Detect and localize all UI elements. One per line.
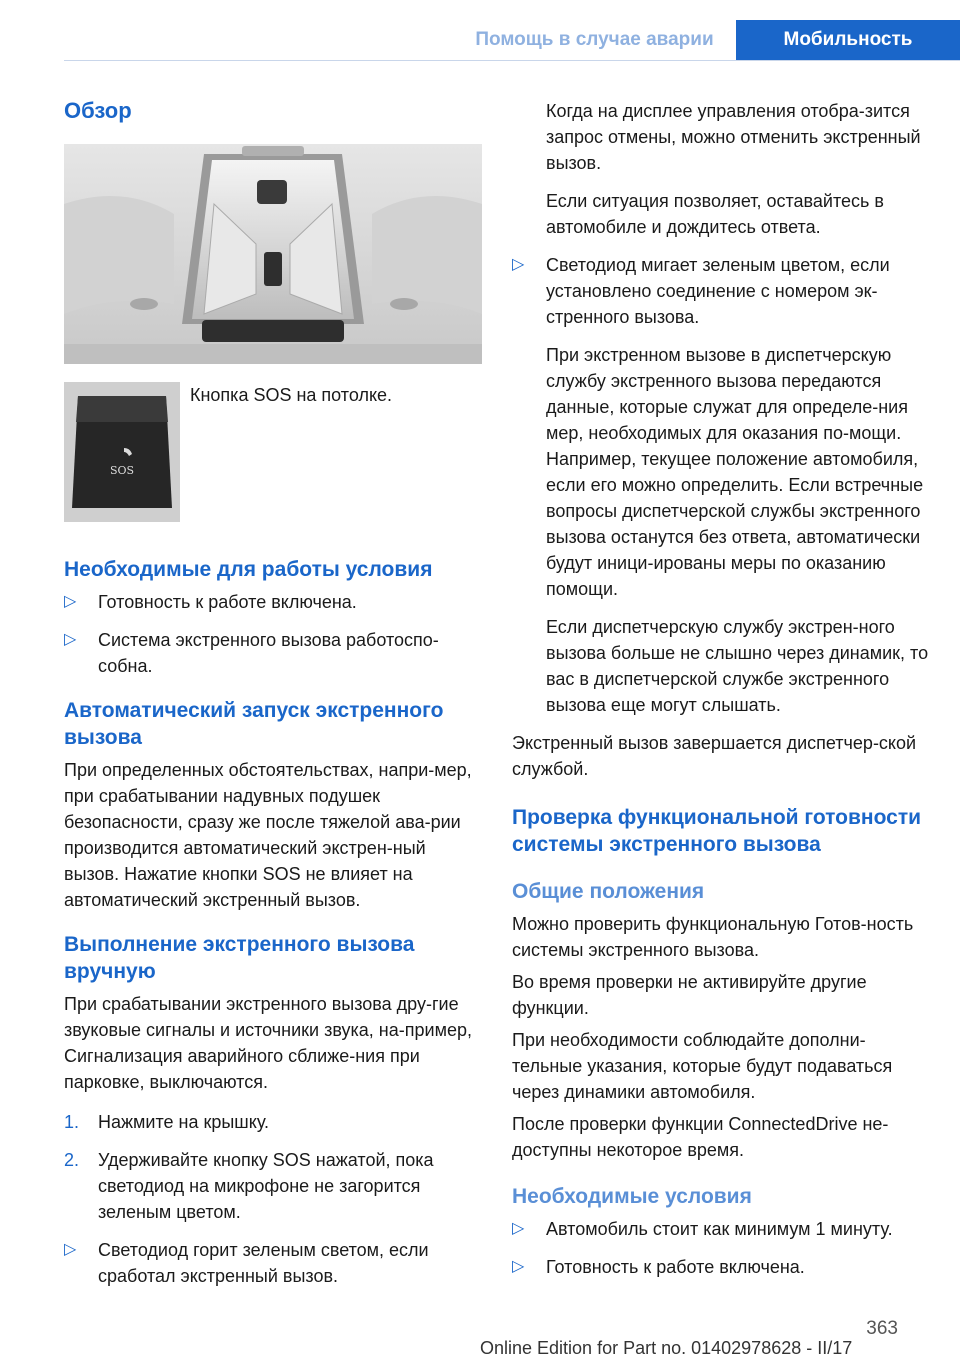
paragraph: Можно проверить функциональную Готов-ность системы экстренного вызова. xyxy=(512,914,914,960)
list-item: ▷ Система экстренного вызова работоспо-собна. xyxy=(64,627,482,679)
sos-button-photo xyxy=(64,382,180,522)
paragraph: Когда на дисплее управления отобра-зится запрос отмены, можно отменить экстренный вызов. xyxy=(546,101,921,173)
paragraph: Во время проверки не активируйте другие функции. xyxy=(512,972,867,1018)
page-header xyxy=(0,0,960,60)
auto-call-heading: Автоматический запуск экстренного вызова xyxy=(64,699,444,749)
step-item: 1. Нажмите на крышку. xyxy=(64,1112,270,1132)
breadcrumb-section[interactable]: Помощь в случае аварии xyxy=(453,20,736,60)
triangle-bullet-icon: ▷ xyxy=(512,1258,525,1275)
auto-call-text: При определенных обстоятельствах, напри-мер, при срабатывании надувных подушек безопасности, сразу же после тяжелой ава-рии производится автоматический экстрен-ный вызов. Нажатие кнопки SOS не влияет на автоматический экстренный вызов. xyxy=(64,760,472,910)
page-number: 363 xyxy=(866,1318,898,1339)
list-item: ▷ Светодиод горит зеленым светом, если сработал экстренный вызов. xyxy=(64,1237,482,1289)
paragraph: При необходимости соблюдайте дополни-тельные указания, которые будут подаваться через динамики автомобиля. xyxy=(512,1030,893,1102)
left-column xyxy=(64,96,482,1301)
list-item: ▷ Готовность к работе включена. xyxy=(512,1254,930,1280)
ceiling-console-photo xyxy=(64,144,482,364)
manual-call-text: При срабатывании экстренного вызова дру-гие звуковые сигналы и источники звука, на-пример, Сигнализация аварийного сближе-ния при парковке, выключаются. xyxy=(64,994,472,1092)
list-item: ▷ Готовность к работе включена. xyxy=(64,589,482,615)
breadcrumb-chapter[interactable]: Мобильность xyxy=(736,20,960,60)
page-title: Обзор xyxy=(64,98,132,123)
figure-caption: Кнопка SOS на потолке. xyxy=(190,385,393,405)
header-divider xyxy=(64,60,960,61)
paragraph: При экстренном вызове в диспетчерскую службу экстренного вызова передаются данные, которые служат для определе-ния мер, необходимых для оказания по-мощи. Например, текущее положение автомобиля, если его можно определить. Если встречные вопросы диспетчерской службы экстренного вызова останутся без ответа, автоматически будут иници-ированы меры по оказанию помощи. xyxy=(546,345,924,599)
right-column xyxy=(512,98,930,1292)
function-check-heading: Проверка функциональной готовности системы экстренного вызова xyxy=(512,806,922,856)
triangle-bullet-icon: ▷ xyxy=(64,593,77,610)
paragraph: Экстренный вызов завершается диспетчер-ской службой. xyxy=(512,733,917,779)
paragraph: Если ситуация позволяет, оставайтесь в автомобиле и дождитесь ответа. xyxy=(546,191,884,237)
paragraph: Если диспетчерскую службу экстрен-ного вызова больше не слышно через динамик, то вас в диспетчерской службе экстренного вызова еще могут слышать. xyxy=(546,617,929,715)
edition-footer: Online Edition for Part no. 01402978628 - II/17 xyxy=(480,1338,853,1358)
triangle-bullet-icon: ▷ xyxy=(512,1220,525,1237)
list-item: ▷ Светодиод мигает зеленым цветом, если установлено соединение с номером эк-стренного вызова. xyxy=(512,252,930,330)
triangle-bullet-icon: ▷ xyxy=(64,1241,77,1258)
general-heading: Общие положения xyxy=(512,880,705,903)
sos-figure xyxy=(64,382,482,522)
manual-call-heading: Выполнение экстренного вызова вручную xyxy=(64,933,415,983)
triangle-bullet-icon: ▷ xyxy=(64,631,77,648)
paragraph: После проверки функции ConnectedDrive не-доступны некоторое время. xyxy=(512,1114,889,1160)
list-item: ▷ Автомобиль стоит как минимум 1 минуту. xyxy=(512,1216,930,1242)
step-item: 2. Удерживайте кнопку SOS нажатой, пока светодиод на микрофоне не загорится зеленым цветом. xyxy=(64,1150,434,1222)
conditions-heading: Необходимые для работы условия xyxy=(64,558,433,581)
triangle-bullet-icon: ▷ xyxy=(512,256,525,273)
requirements-heading: Необходимые условия xyxy=(512,1185,752,1208)
sos-button-label: SOS xyxy=(110,464,135,477)
